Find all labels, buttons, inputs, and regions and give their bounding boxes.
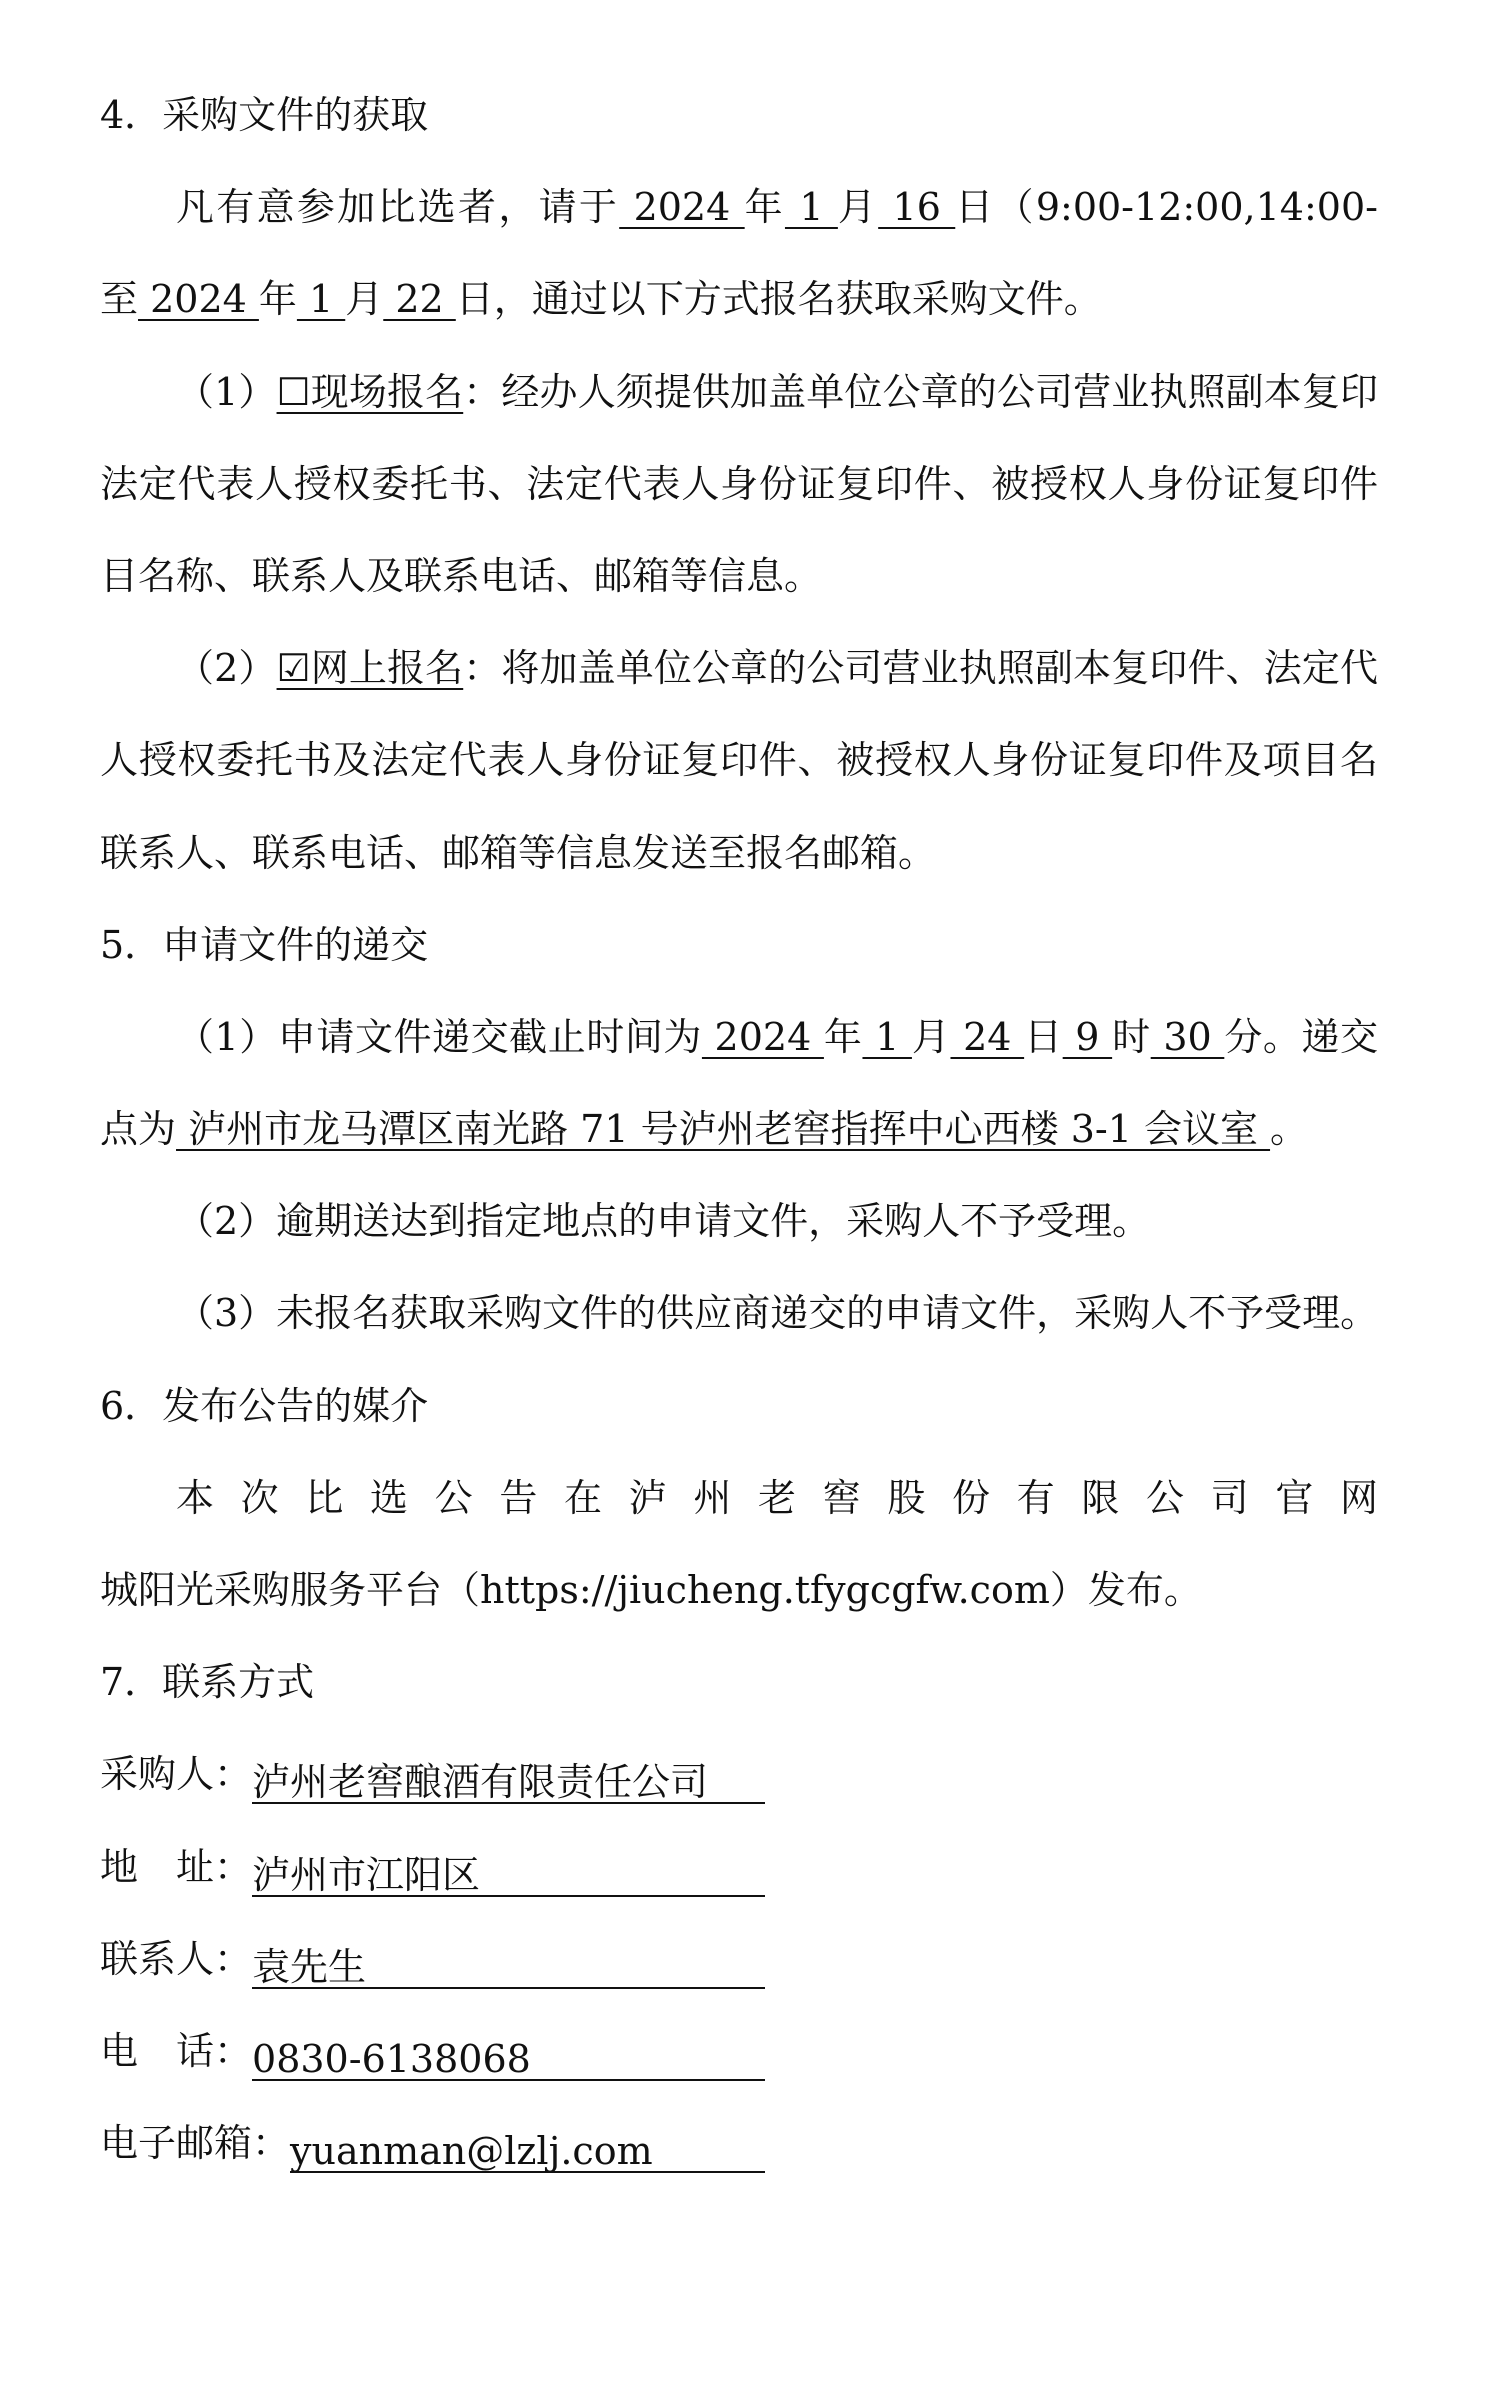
section-heading (100, 899, 1378, 991)
underlined-field: 泸州市龙马潭区南光路 71 号泸州老窖指挥中心西楼 3-1 会议室 (176, 1107, 1271, 1152)
contact-row (100, 1728, 1378, 1820)
text-segment: 时 (1112, 1014, 1151, 1059)
underlined-field: 30 (1150, 1014, 1225, 1059)
contact-row (100, 2097, 1378, 2189)
contact-value: 泸州市江阳区 (252, 1855, 765, 1897)
text-segment: ：经办人须提供加盖单位公章的公司营业执照副本复印 (463, 369, 1378, 414)
text-segment: ：将加盖单位公章的公司营业执照副本复印件、法定代 (463, 646, 1378, 691)
text-segment: 分。递交 (1224, 1014, 1378, 1059)
text-segment: 年 (823, 1014, 863, 1059)
paragraph-line (100, 991, 1378, 1083)
underlined-field: 24 (950, 1014, 1025, 1059)
paragraph-line (100, 253, 1378, 345)
section-heading (100, 1360, 1378, 1452)
text-segment: 6．发布公告的媒介 (100, 1383, 429, 1428)
text-segment: 月 (837, 185, 879, 230)
paragraph-line (100, 1452, 1378, 1544)
text-segment: 凡有意参加比选者，请于 (176, 185, 620, 230)
underlined-field: 2024 (701, 1014, 824, 1059)
underlined-field: 1 (862, 1014, 912, 1059)
text-segment: （3）未报名获取采购文件的供应商递交的申请文件，采购人不予受理。 (176, 1291, 1379, 1336)
text-segment: （2） (176, 646, 277, 691)
text-segment: （1）申请文件递交截止时间为 (176, 1014, 702, 1059)
text-segment: 至 (100, 277, 139, 322)
underlined-field: ☑网上报名 (276, 646, 464, 691)
underlined-field: 2024 (619, 185, 745, 230)
contact-label: 电子邮箱： (100, 2121, 291, 2166)
text-segment: 。 (1270, 1107, 1309, 1152)
text-segment: 日 (1024, 1014, 1063, 1059)
underlined-field: 16 (878, 185, 956, 230)
contact-label: 采购人： (100, 1752, 253, 1797)
paragraph-line (100, 714, 1378, 806)
text-segment: 日，通过以下方式报名获取采购文件。 (455, 277, 1102, 322)
contact-value: 袁先生 (252, 1947, 765, 1989)
text-segment: 7．联系方式 (100, 1660, 315, 1705)
contact-section (100, 1728, 1378, 2189)
text-segment: （1） (176, 369, 277, 414)
text-segment: 日（9:00-12:00,14:00- (955, 185, 1378, 230)
text-segment: 点为 (100, 1107, 177, 1152)
paragraph-line (100, 438, 1378, 530)
text-segment: 月 (911, 1014, 951, 1059)
section-heading (100, 1636, 1378, 1728)
document-page (100, 69, 1378, 2189)
text-segment: 法定代表人授权委托书、法定代表人身份证复印件、被授权人身份证复印件 (100, 461, 1378, 506)
text-segment: 联系人、联系电话、邮箱等信息发送至报名邮箱。 (100, 830, 937, 875)
paragraph-line (100, 807, 1378, 899)
paragraph-line (100, 1544, 1378, 1636)
contact-value: 泸州老窖酿酒有限责任公司 (252, 1762, 765, 1804)
paragraph-line (100, 1267, 1378, 1359)
contact-value: 0830-6138068 (252, 2039, 765, 2081)
text-segment: 5．申请文件的递交 (100, 922, 429, 967)
contact-row (100, 1821, 1378, 1913)
underlined-field: ☐现场报名 (276, 369, 464, 414)
contact-label: 联系人： (100, 1936, 253, 1981)
text-segment: 年 (258, 277, 297, 322)
paragraph-line (100, 622, 1378, 714)
paragraph-line (100, 161, 1378, 253)
text-segment: （2）逾期送达到指定地点的申请文件，采购人不予受理。 (176, 1199, 1151, 1244)
text-segment: 城阳光采购服务平台（https://jiucheng.tfygcgfw.com）发布。 (100, 1568, 1202, 1612)
underlined-field: 1 (296, 277, 346, 322)
text-segment: 4．采购文件的获取 (100, 93, 429, 137)
contact-label: 地 址： (100, 1844, 253, 1889)
contact-row (100, 1913, 1378, 2005)
paragraph-line (100, 1175, 1378, 1267)
contact-value: yuanman@lzlj.com (290, 2131, 765, 2173)
paragraph-line (100, 530, 1378, 622)
document-body (100, 69, 1378, 1728)
text-segment: 人授权委托书及法定代表人身份证复印件、被授权人身份证复印件及项目名 (100, 738, 1378, 783)
text-segment: 本次比选公告在泸州老窖股份有限公司官网 (176, 1475, 1378, 1520)
paragraph-line (100, 1083, 1378, 1175)
underlined-field: 2024 (138, 277, 259, 322)
paragraph-line (100, 346, 1378, 438)
contact-label: 电 话： (100, 2028, 253, 2073)
underlined-field: 1 (784, 185, 838, 230)
underlined-field: 22 (383, 277, 456, 322)
text-segment: 月 (345, 277, 384, 322)
text-segment: 年 (744, 185, 785, 230)
section-heading (100, 69, 1378, 161)
text-segment: 目名称、联系人及联系电话、邮箱等信息。 (100, 553, 823, 598)
underlined-field: 9 (1062, 1014, 1113, 1059)
contact-row (100, 2005, 1378, 2097)
